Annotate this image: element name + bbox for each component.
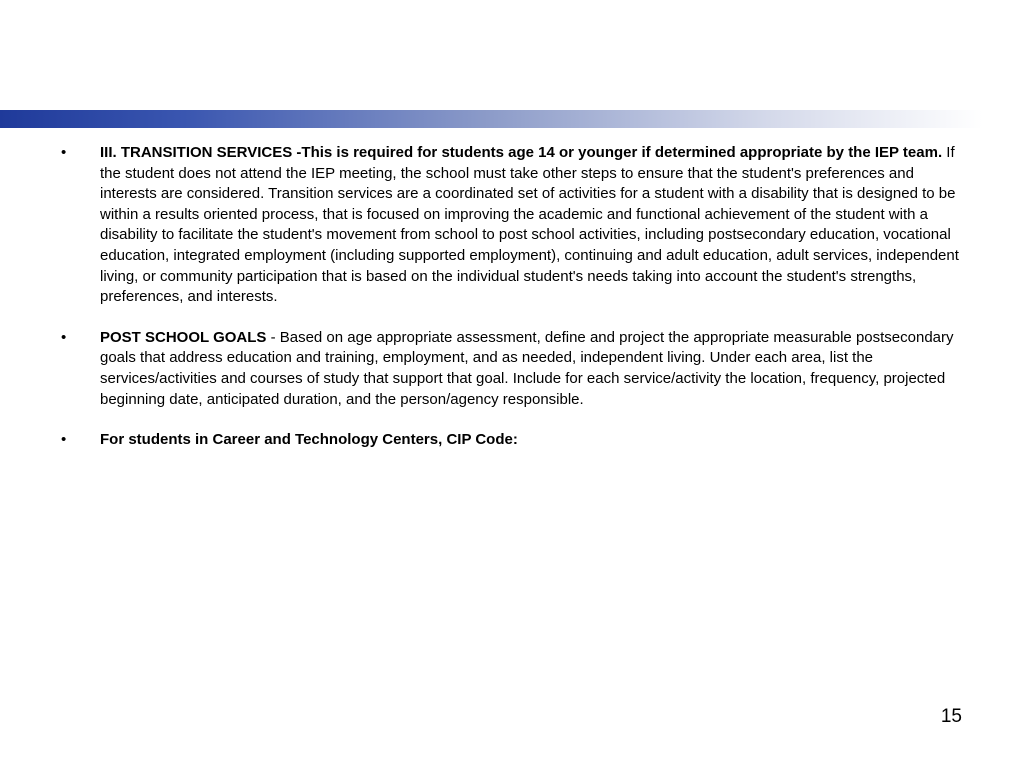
bullet-marker: • (61, 431, 67, 449)
bullet-heading: For students in Career and Technology Centers, CIP Code: (100, 431, 518, 449)
bullet-text: - Based on age appropriate assessment, define and project the appropriate measurable postsecondary goals that address education and training, employment, and as needed, independent living. Under each area, list the services/activities and courses of study that support that goal. Include for each service/activity the location, frequency, projected beginning date, anticipated duration, and the person/agency responsible. (100, 328, 954, 408)
bullet-heading: POST SCHOOL GOALS (100, 328, 267, 346)
header-gradient-bar (0, 110, 1024, 128)
slide-body (58, 143, 968, 471)
bullet-post-school-goals (58, 328, 968, 410)
page-number: 15 (940, 706, 962, 727)
bullet-marker: • (61, 144, 67, 161)
bullet-cip-code (58, 430, 968, 451)
bullet-text: If the student does not attend the IEP meeting, the school must take other steps to ensure that the student's preferences and interests are considered. Transition services are a coordinated set of activities for a student with a disability that is designed to be within a results oriented process, that is focused on improving the academic and functional achievement of the student with a disability to facilitate the student's movement from school to post school activities, including postsecondary education, vocational education, integrated employment (including supported employment), continuing and adult education, adult services, independent living, or community participation that is based on the individual student's needs taking into account the student's strengths, preferences, and interests. (100, 144, 959, 306)
bullet-heading: III. TRANSITION SERVICES -This is required for students age 14 or younger if determined appropriate by the IEP team. (100, 144, 943, 161)
bullet-transition-services (58, 143, 968, 308)
bullet-marker: • (61, 328, 67, 346)
